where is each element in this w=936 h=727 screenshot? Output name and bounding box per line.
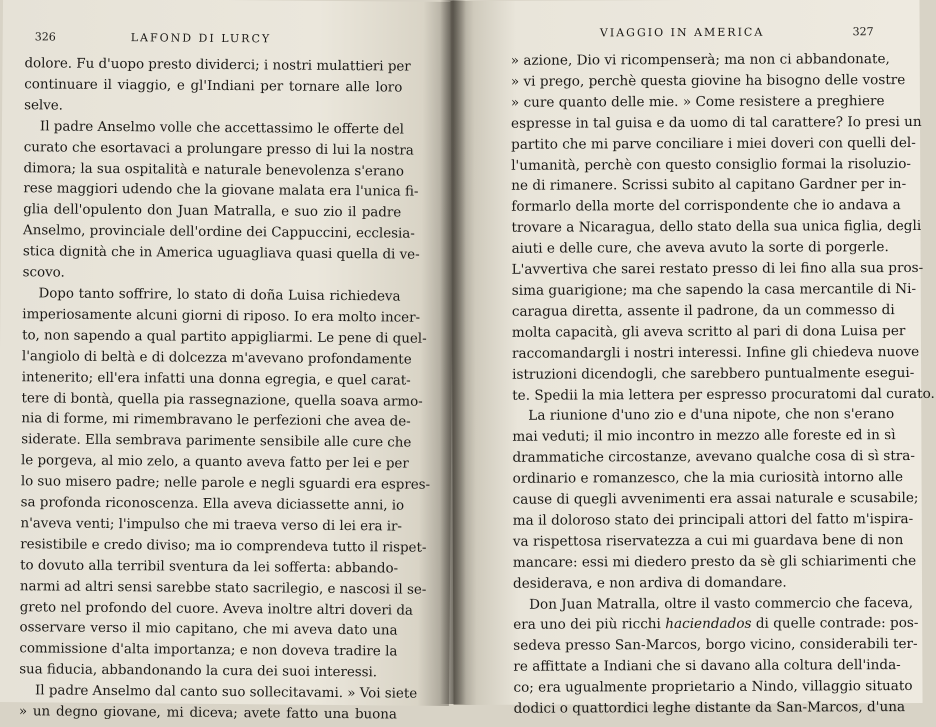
text-line: glia dell'opulento don Juan Matralla, e suo zio il padre [23, 202, 402, 221]
right-page-text [510, 49, 935, 720]
right-running-title: VIAGGIO IN AMERICA [599, 25, 765, 40]
text-line: intenerito; ell'era infatti una donna egregia, e quel carat- [21, 369, 411, 389]
text-line: stica dignità che in America uguagliava quasi quella di ve- [22, 244, 420, 263]
text-line: resistibile e credo diviso; ma io comprendeva tutto il rispet- [20, 537, 427, 556]
text-line: raccomandargli i nostri interessi. Infine gli chiedeva nuove [511, 343, 920, 362]
text-line: ne di rimanere. Scrissi subito al capitano Gardner per in- [511, 176, 907, 195]
text-line: » azione, Dio vi ricompenserà; ma non ci abbandonate, [510, 51, 890, 69]
text-line: osservare verso il mio capitano, che mi aveva dato una [19, 620, 398, 639]
text-line: rese maggiori udendo che la giovane malata era l'unica fi- [23, 181, 419, 201]
text-line: siderate. Ella sembrava parimente sensibile alle cure che [21, 432, 412, 451]
left-running-head [25, 30, 403, 53]
text-line: ma il doloroso stato dei principali attori del fatto m'ispira- [512, 510, 914, 529]
text-line: commissione d'alta importanza; e non doveva tradire la [19, 641, 398, 660]
text-line: lo suo misero padre; nelle parole e negli sguardi era espres- [20, 474, 431, 493]
text-line: La riunione d'uno zio e d'una nipote, che non s'erano [528, 406, 895, 425]
text-line: » cure quanto delle mie. » Come resistere a preghiere [510, 92, 885, 111]
text-line: va rispettosa riservatezza a cui mi guardava bene di non [512, 531, 904, 550]
text-line: L'avvertiva che sarei restato presso di lei fino alla sua pros- [511, 260, 924, 278]
text-line: re affittate a Indiani che si davano alla coltura dell'inda- [513, 657, 901, 676]
text-line: aiuti e delle cure, che aveva avuto la sorte di porgerle. [511, 239, 889, 257]
text-line: mancare: essi mi diedero presto da sè gli schiarimenti che [512, 552, 917, 571]
text-line: molta capacità, gli aveva scritto al pari di dona Luisa per [511, 322, 906, 341]
text-line: trovare a Nicaragua, dello stato della sua unica figlia, degli [511, 218, 922, 237]
text-line: to, non sapendo a qual partito appigliarmi. Le pene di quel- [22, 328, 427, 347]
text-line: imperiosamente alcuni giorni di riposo. Io era molto incer- [22, 307, 421, 326]
left-page-number: 326 [34, 30, 56, 44]
text-line: greto nel profondo del cuore. Aveva inoltre altri doveri da [19, 599, 413, 619]
text-line: tere di bontà, quella pia rassegnazione, quella soava armo- [21, 390, 423, 410]
right-page [450, 0, 935, 717]
right-page-number: 327 [852, 25, 874, 39]
left-page [0, 0, 455, 723]
text-line: mai veduti; il mio incontro in mezzo alle foreste ed in sì [512, 427, 896, 446]
text-line: ordinario e romanzesco, che la mia curiosità intorno alle [512, 469, 904, 487]
text-line: » vi prego, perchè questa giovine ha bisogno delle vostre [510, 71, 906, 90]
text-line: nia di forme, mi rimembravano le perfezioni che avea de- [21, 411, 411, 431]
right-running-head [511, 25, 874, 47]
text-line: to dovuto alla terribil sventura da lei sofferta: abbando- [20, 557, 399, 577]
text-line: caragua diretta, assente il padrone, da un commesso di [511, 301, 895, 320]
text-line: formarlo della morte del corrispondente che io andava a [511, 197, 901, 216]
text-line: l'umanità, perchè con questo consiglio formai la risoluzio- [511, 155, 911, 174]
text-line: Dopo tanto soffrire, lo stato di doña Luisa richiedeva [38, 286, 401, 305]
left-running-title: LAFOND DI LURCY [130, 31, 272, 46]
text-line: selve. [24, 98, 64, 114]
text-line: Don Juan Matralla, oltre il vasto commercio che faceva, [529, 594, 914, 613]
text-line: era uno dei più ricchi haciendados di quelle contrade: pos- [513, 615, 919, 634]
text-line: sa profonda riconoscenza. Ella aveva diciassette anni, io [20, 495, 405, 514]
text-line: co; era ugualmente proprietario a Nindo, villaggio situato [513, 678, 913, 696]
text-line: » un degno giovane, mi diceva; avete fatto una buona [18, 704, 397, 723]
text-line: partito che mi parve conciliare i miei doveri con quelli del- [511, 134, 916, 153]
text-line: espresse in tal guisa e da uomo di tal carattere? Io presi un [510, 113, 922, 132]
text-line: sima guarigione; ma che sapendo la casa mercantile di Ni- [511, 280, 917, 299]
text-line: sua fiducia, abbandonando la cura dei suoi interessi. [19, 662, 378, 681]
text-line: scovo. [22, 265, 65, 281]
text-line: te. Spedii la mia lettera per espresso procuratomi dal curato. [512, 385, 935, 404]
text-line: curato che esortavaci a prolungare presso di lui la nostra [23, 139, 414, 159]
text-line: n'aveva venti; l'impulso che mi traeva verso di lei era ir- [20, 516, 403, 535]
text-line: narmi ad altri sensi sarebbe stato sacrilegio, e nascosi il se- [19, 578, 427, 598]
text-line: cause di quegli avvenimenti era assai naturale e scusabile; [512, 490, 919, 508]
text-line: Il padre Anselmo volle che accettassimo le offerte del [39, 119, 405, 138]
left-page-text [18, 54, 431, 726]
text-line: dolore. Fu d'uopo presto dividerci; i nostri mulattieri per [24, 56, 411, 75]
text-line: dimora; la sua ospitalità e naturale benevolenza s'erano [23, 160, 405, 180]
text-line: Anselmo, provinciale dell'ordine dei Cappuccini, ecclesia- [22, 223, 415, 242]
text-line: Il padre Anselmo dal canto suo sollecitavami. » Voi siete [34, 683, 418, 702]
text-line: desiderava, e non ardiva di domandare. [512, 574, 787, 592]
text-line: drammatiche circostanze, avevano qualche cosa di sì stra- [512, 448, 916, 466]
text-line: sedeva presso San-Marcos, borgo vicino, considerabili ter- [513, 636, 918, 655]
text-line: continuare il viaggio, e gl'Indiani per tornare alle loro [24, 77, 403, 96]
text-line: dodici o quattordici leghe distante da San-Marcos, d'una [513, 699, 906, 717]
text-line: l'angiolo di beltà e di dolcezza m'avevano profondamente [21, 348, 412, 368]
italic-term: haciendados [665, 616, 752, 633]
text-line: le porgeva, al mio zelo, a quanto aveva fatto per lei e per [20, 453, 409, 472]
text-line: istruzioni dicendogli, che sarebbero puntualmente esegui- [512, 364, 915, 383]
